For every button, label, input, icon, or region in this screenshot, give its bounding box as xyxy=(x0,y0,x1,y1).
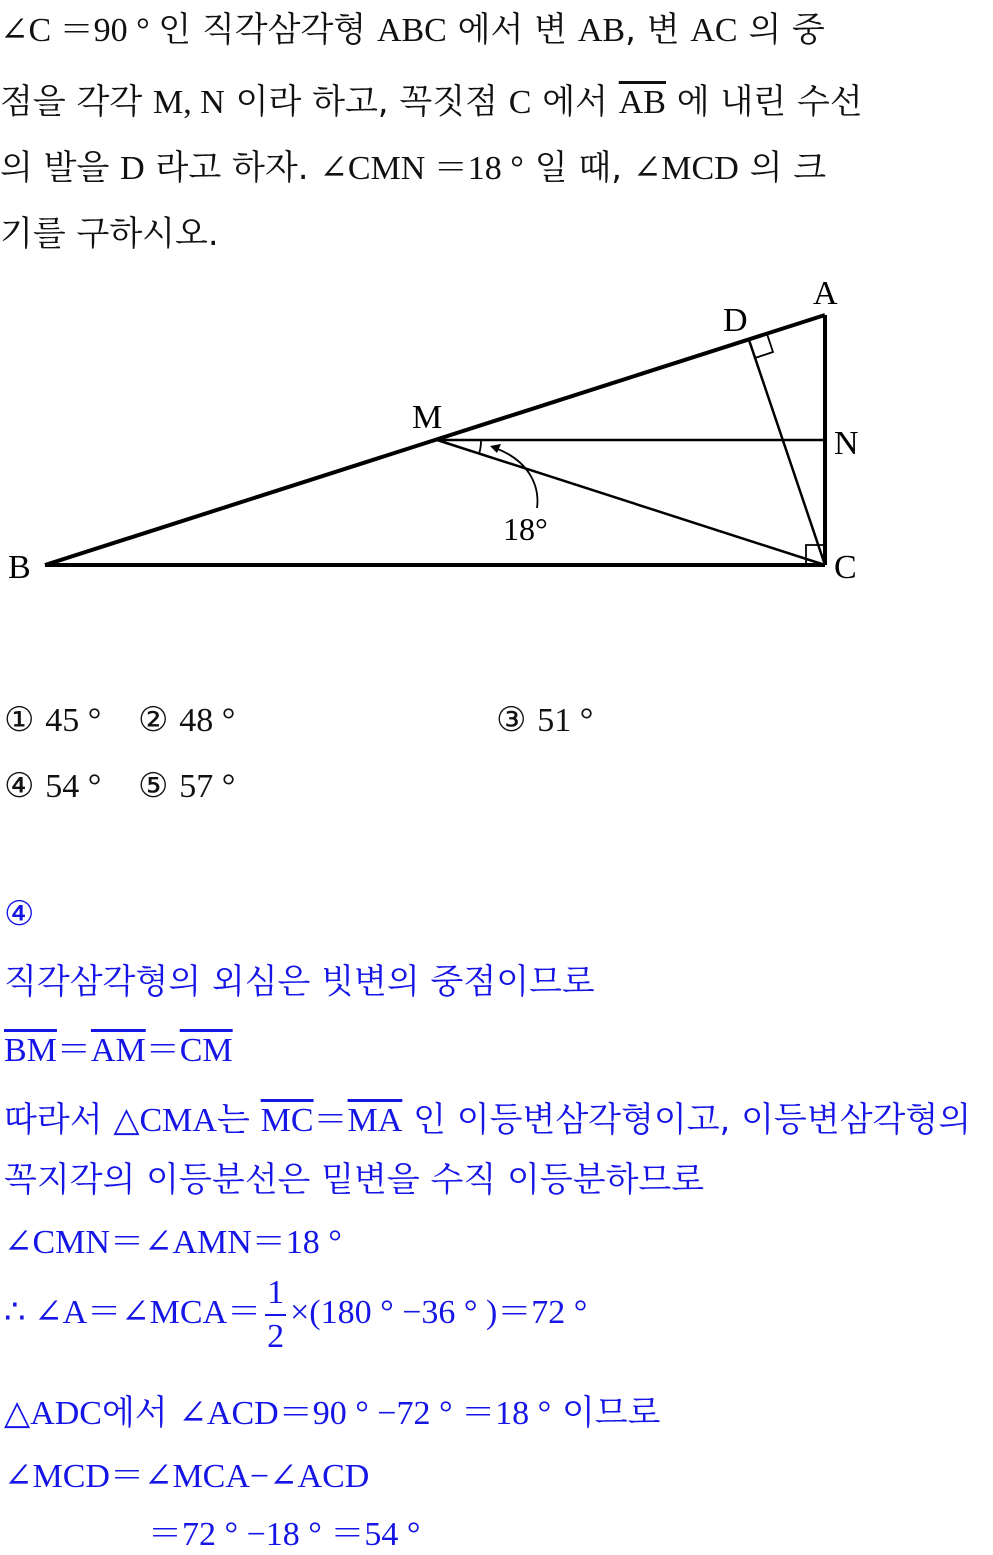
fraction-one-half: $\frac{1}{2}$ xyxy=(267,1274,285,1355)
label-a: A xyxy=(813,275,838,312)
solution-line-2: $\overline{BM}=\overline{AM}=\overline{CM}$ xyxy=(4,1032,233,1069)
angle-pointer-arrow xyxy=(495,448,537,508)
segment-mc xyxy=(437,440,825,565)
choice-5[interactable]: ⑤ 57 ° xyxy=(138,766,236,806)
choice-2[interactable]: ② 48 ° xyxy=(138,700,236,740)
label-m: M xyxy=(412,399,443,436)
solution-line-5: ∠CMN＝∠AMN＝18 ° xyxy=(4,1224,342,1261)
label-n: N xyxy=(834,425,859,462)
choice-1[interactable]: ① 45 ° xyxy=(4,700,102,740)
solution-line-6: ∴ ∠A＝∠MCA＝ $\frac{1}{2}$ ×(180 ° −36 ° )＝72 ° xyxy=(4,1274,588,1355)
solution-answer: ④ xyxy=(4,894,35,934)
triangle-figure xyxy=(0,270,993,600)
question-line-4: 기를 구하시오. xyxy=(0,214,219,254)
choice-3[interactable]: ③ 51 ° xyxy=(496,700,594,740)
angle-arc-m xyxy=(479,440,481,454)
question-line-2: 점을 각각 M, N 이라 하고, 꼭짓점 C 에서 $\overline{AB}$ 에 내린 수선 xyxy=(0,82,863,122)
question-line-1: ∠C ＝90 ° 인 직각삼각형 ABC 에서 변 AB, 변 AC 의 중 xyxy=(0,10,825,50)
angle-label: 18° xyxy=(503,511,548,547)
solution-line-3: 따라서 △CMA는 $\overline{MC}=\overline{MA}$ 인 이등변삼각형이고, 이등변삼각형의 xyxy=(4,1100,972,1140)
segment-cd xyxy=(749,340,825,565)
label-b: B xyxy=(8,549,31,586)
arrowhead-icon xyxy=(490,444,501,453)
choice-4[interactable]: ④ 54 ° xyxy=(4,766,102,806)
solution-line-9: ＝72 ° −18 ° ＝54 ° xyxy=(148,1516,421,1553)
solution-line-8: ∠MCD＝∠MCA−∠ACD xyxy=(4,1458,370,1495)
solution-line-7: △ADC에서 ∠ACD＝90 ° −72 ° ＝18 ° 이므로 xyxy=(4,1393,661,1433)
question-line-3: 의 발을 D 라고 하자. ∠CMN ＝18 ° 일 때, ∠MCD 의 크 xyxy=(0,148,827,188)
solution-line-4: 꼭지각의 이등분선은 밑변을 수직 이등분하므로 xyxy=(4,1160,705,1200)
label-d: D xyxy=(723,302,748,339)
label-c: C xyxy=(834,549,857,586)
solution-line-1: 직각삼각형의 외심은 빗변의 중점이므로 xyxy=(4,962,595,1002)
